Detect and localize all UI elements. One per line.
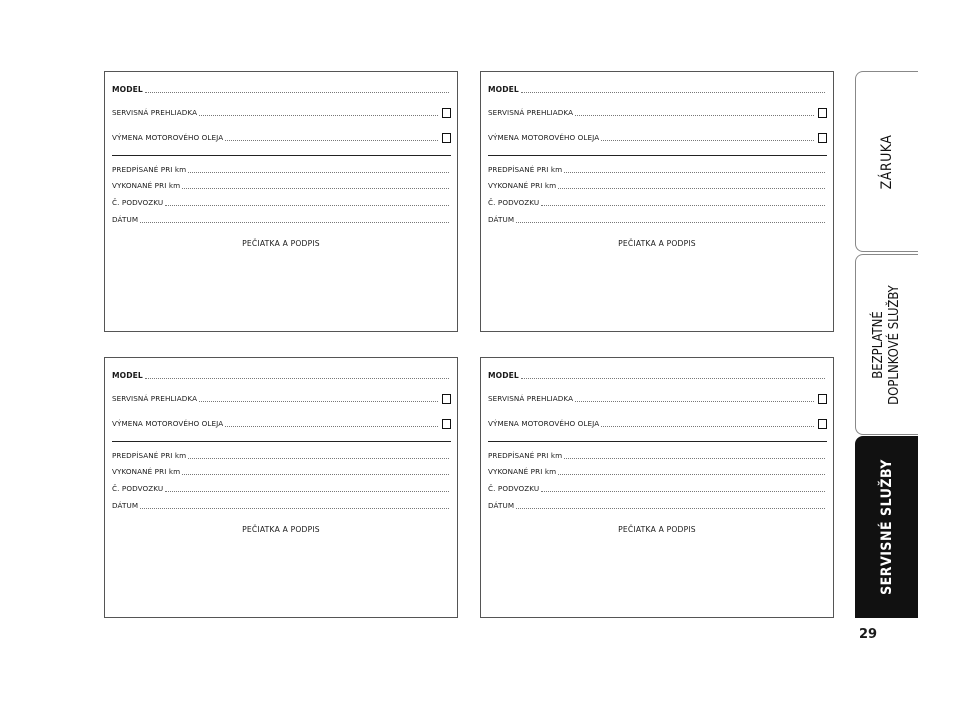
prescribed-label: PREDPÍSANÉ PRI km <box>112 165 187 174</box>
service-card-2 <box>480 71 834 332</box>
date-row <box>488 500 827 510</box>
stamp-label: PEČIATKA A PODPIS <box>618 525 696 534</box>
prescribed-field[interactable] <box>188 458 449 459</box>
chassis-field[interactable] <box>541 491 825 492</box>
service-checkbox[interactable] <box>442 108 451 118</box>
done-field[interactable] <box>558 474 825 475</box>
model-row <box>488 370 827 380</box>
service-label: SERVISNÁ PREHLIADKA <box>112 108 198 117</box>
oil-row <box>112 132 451 142</box>
model-row <box>112 84 451 94</box>
done-row <box>488 180 827 190</box>
model-row <box>112 370 451 380</box>
chassis-label: Č. PODVOZKU <box>488 198 540 207</box>
done-label: VYKONANÉ PRI km <box>112 467 181 476</box>
tab-free-services[interactable] <box>855 254 918 435</box>
divider <box>112 441 451 442</box>
tab-free-services-line1: BEZPLATNÉ <box>871 310 886 379</box>
date-row <box>112 500 451 510</box>
chassis-row <box>112 483 451 493</box>
prescribed-row <box>112 450 451 460</box>
service-label: SERVISNÁ PREHLIADKA <box>112 394 198 403</box>
oil-checkbox[interactable] <box>442 419 451 429</box>
model-label: MODEL <box>488 371 519 380</box>
tab-service-services-label: SERVISNÉ SLUŽBY <box>879 459 895 595</box>
model-field[interactable] <box>521 92 825 93</box>
model-field[interactable] <box>145 92 449 93</box>
prescribed-row <box>488 450 827 460</box>
tab-service-services[interactable] <box>855 436 918 618</box>
prescribed-label: PREDPÍSANÉ PRI km <box>488 451 563 460</box>
oil-label: VÝMENA MOTOROVÉHO OLEJA <box>488 419 600 428</box>
model-field[interactable] <box>145 378 449 379</box>
chassis-field[interactable] <box>541 205 825 206</box>
oil-checkbox[interactable] <box>818 133 827 143</box>
done-row <box>112 180 451 190</box>
done-label: VYKONANÉ PRI km <box>488 467 557 476</box>
done-field[interactable] <box>182 188 449 189</box>
date-label: DÁTUM <box>112 215 139 224</box>
service-label: SERVISNÁ PREHLIADKA <box>488 394 574 403</box>
prescribed-field[interactable] <box>188 172 449 173</box>
divider <box>112 155 451 156</box>
service-row <box>112 393 451 403</box>
tab-warranty[interactable] <box>855 71 918 252</box>
oil-checkbox[interactable] <box>818 419 827 429</box>
date-row <box>488 214 827 224</box>
oil-row <box>488 132 827 142</box>
service-row <box>112 107 451 117</box>
tab-free-services-label <box>871 285 903 405</box>
chassis-label: Č. PODVOZKU <box>488 484 540 493</box>
stamp-label: PEČIATKA A PODPIS <box>242 239 320 248</box>
divider <box>488 441 827 442</box>
prescribed-field[interactable] <box>564 172 825 173</box>
prescribed-row <box>488 164 827 174</box>
date-label: DÁTUM <box>488 215 515 224</box>
stamp-label: PEČIATKA A PODPIS <box>618 239 696 248</box>
oil-label: VÝMENA MOTOROVÉHO OLEJA <box>112 419 224 428</box>
chassis-label: Č. PODVOZKU <box>112 484 164 493</box>
done-field[interactable] <box>182 474 449 475</box>
service-card-3 <box>104 357 458 618</box>
service-card-4 <box>480 357 834 618</box>
model-label: MODEL <box>112 85 143 94</box>
date-label: DÁTUM <box>488 501 515 510</box>
date-field[interactable] <box>140 508 449 509</box>
done-field[interactable] <box>558 188 825 189</box>
prescribed-row <box>112 164 451 174</box>
chassis-row <box>488 483 827 493</box>
date-field[interactable] <box>140 222 449 223</box>
date-field[interactable] <box>516 222 825 223</box>
chassis-field[interactable] <box>165 491 449 492</box>
service-checkbox[interactable] <box>818 108 827 118</box>
done-row <box>112 466 451 476</box>
date-field[interactable] <box>516 508 825 509</box>
done-label: VYKONANÉ PRI km <box>112 181 181 190</box>
tab-warranty-label: ZÁRUKA <box>879 134 895 189</box>
date-label: DÁTUM <box>112 501 139 510</box>
done-label: VYKONANÉ PRI km <box>488 181 557 190</box>
model-label: MODEL <box>112 371 143 380</box>
service-row <box>488 107 827 117</box>
oil-checkbox[interactable] <box>442 133 451 143</box>
model-field[interactable] <box>521 378 825 379</box>
oil-row <box>112 418 451 428</box>
service-checkbox[interactable] <box>442 394 451 404</box>
chassis-label: Č. PODVOZKU <box>112 198 164 207</box>
service-checkbox[interactable] <box>818 394 827 404</box>
tab-free-services-line2: DOPLNKOVÉ SLUŽBY <box>887 284 902 405</box>
prescribed-label: PREDPÍSANÉ PRI km <box>112 451 187 460</box>
prescribed-label: PREDPÍSANÉ PRI km <box>488 165 563 174</box>
model-row <box>488 84 827 94</box>
oil-label: VÝMENA MOTOROVÉHO OLEJA <box>488 133 600 142</box>
divider <box>488 155 827 156</box>
oil-row <box>488 418 827 428</box>
model-label: MODEL <box>488 85 519 94</box>
service-card-1 <box>104 71 458 332</box>
stamp-label: PEČIATKA A PODPIS <box>242 525 320 534</box>
page-number: 29 <box>858 627 878 642</box>
chassis-field[interactable] <box>165 205 449 206</box>
done-row <box>488 466 827 476</box>
service-row <box>488 393 827 403</box>
service-label: SERVISNÁ PREHLIADKA <box>488 108 574 117</box>
prescribed-field[interactable] <box>564 458 825 459</box>
date-row <box>112 214 451 224</box>
chassis-row <box>488 197 827 207</box>
oil-label: VÝMENA MOTOROVÉHO OLEJA <box>112 133 224 142</box>
chassis-row <box>112 197 451 207</box>
